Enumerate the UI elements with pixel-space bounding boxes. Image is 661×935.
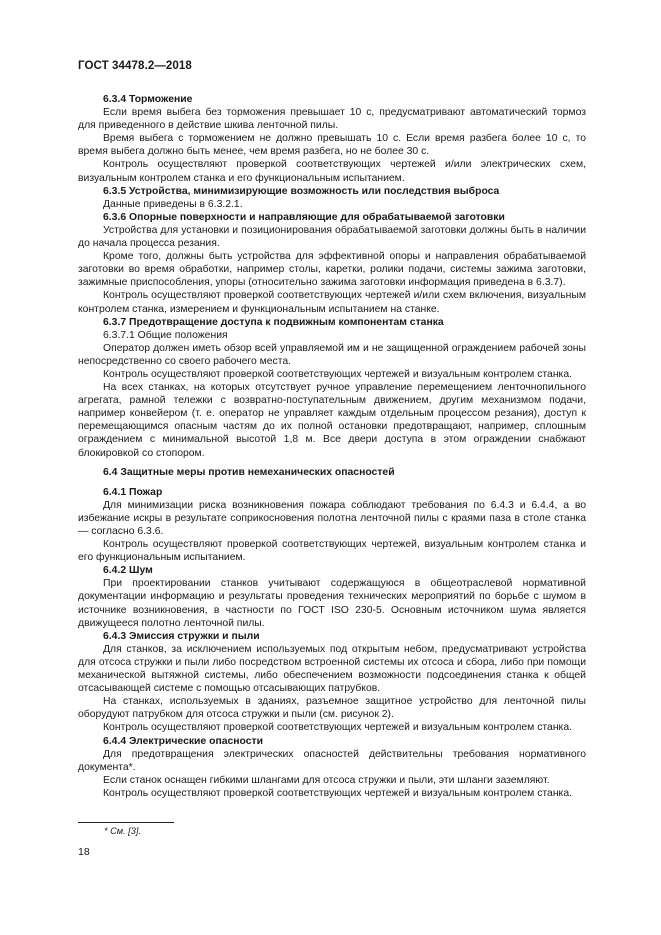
paragraph: Оператор должен иметь обзор всей управляемой им и не защищенной ограждением рабочей зоны непосредственно со своего рабочего места. xyxy=(78,342,586,367)
section-heading-6-4: 6.4 Защитные меры против немеханических опасностей xyxy=(103,466,395,478)
footnote: * См. [3]. xyxy=(104,826,141,836)
subheading-6-3-7-1: 6.3.7.1 Общие положения xyxy=(103,329,228,341)
document-body xyxy=(78,93,586,800)
heading-6-3-4: 6.3.4 Торможение xyxy=(103,94,193,105)
paragraph: На всех станках, на которых отсутствует ручное управление перемещением ленточнопильного агрегата, рамной тележки с возвратно-поступательным движением, другим механизмом подачи, например конвейером (т. е. оператор не управляет каждым отдельным процессом резания), доступ к перемещающимся опасным частям до их полной остановки предотвращают, например, сплошным ограждением с минимальной высотой 1,8 м. Все двери доступа в этом ограждении снабжают блокировкой со стопором. xyxy=(78,382,586,459)
heading-6-3-6: 6.3.6 Опорные поверхности и направляющие для обрабатываемой заготовки xyxy=(103,211,505,223)
paragraph: Если время выбега без торможения превышает 10 с, предусматривают автоматический тормоз для приведенного в действие шкива ленточной пилы. xyxy=(78,107,586,132)
paragraph: Контроль осуществляют проверкой соответствующих чертежей и визуальным контролем станка. xyxy=(103,368,572,380)
heading-6-4-3: 6.4.3 Эмиссия стружки и пыли xyxy=(103,630,260,642)
paragraph: Устройства для установки и позиционирования обрабатываемой заготовки должны быть в наличии до начала процесса резания. xyxy=(78,224,586,250)
heading-6-4-4: 6.4.4 Электрические опасности xyxy=(103,735,264,747)
paragraph: Контроль осуществляют проверкой соответствующих чертежей и/или электрических схем, визуальным контролем станка и его функциональным испытанием. xyxy=(78,159,586,184)
paragraph: Для предотвращения электрических опасностей действительны требования нормативного документа*. xyxy=(78,748,586,773)
footnote-divider xyxy=(78,822,174,823)
paragraph: Контроль осуществляют проверкой соответствующих чертежей и/или схем включения, визуальным контролем станка, измерением и функциональным испытанием на станке. xyxy=(78,290,586,315)
heading-6-4-1: 6.4.1 Пожар xyxy=(103,486,163,498)
paragraph: Контроль осуществляют проверкой соответствующих чертежей, визуальным контролем станка и его функциональным испытанием. xyxy=(78,539,586,564)
heading-6-3-5: 6.3.5 Устройства, минимизирующие возможность или последствия выброса xyxy=(103,185,500,197)
paragraph: Если станок оснащен гибкими шлангами для отсоса стружки и пыли, эти шланги заземляют. xyxy=(103,774,550,786)
paragraph: Кроме того, должны быть устройства для эффективной опоры и направления обрабатываемой заготовки во время обработки, например столы, каретки, ролики подачи, системы зажима заготовки, зажимные приспособления, упоры (относительно зажима заготовки информация приведена в 6.3.7). xyxy=(78,251,586,289)
paragraph: Данные приведены в 6.3.2.1. xyxy=(103,198,243,210)
heading-6-3-7: 6.3.7 Предотвращение доступа к подвижным компонентам станка xyxy=(103,316,444,328)
paragraph: Контроль осуществляют проверкой соответствующих чертежей и визуальным контролем станка. xyxy=(103,722,572,734)
paragraph: Контроль осуществляют проверкой соответствующих чертежей и визуальным контролем станка. xyxy=(103,787,572,799)
document-code-header: ГОСТ 34478.2—2018 xyxy=(78,60,192,72)
page-number: 18 xyxy=(78,846,90,858)
paragraph: На станках, используемых в зданиях, разъемное защитное устройство для ленточной пилы оборудуют патрубком для отсоса стружки и пыли (см. рисунок 2). xyxy=(78,696,586,721)
paragraph: При проектировании станков учитывают содержащуюся в общеотраслевой нормативной документации информацию и результаты проведения технических мероприятий по борьбе с шумом в источнике возникновения, в частности по ГОСТ ISO 230-5. Основным источником шума является движущееся полотно ленточной пилы. xyxy=(78,578,586,629)
paragraph: Для станков, за исключением используемых под открытым небом, предусматривают устройства для отсоса стружки и пыли либо посредством встроенной системы их отсоса и сбора, либо при помощи механической вытяжной системы, либо обеспечением возможности подсоединения станка к общей отсасывающей системе с помощью отсасывающих патрубков. xyxy=(78,643,586,695)
paragraph: Для минимизации риска возникновения пожара соблюдают требования по 6.4.3 и 6.4.4, а во избежание искры в результате соприкосновения полотна ленточной пилы с краями паза в столе станка — согласно 6.3.6. xyxy=(78,499,586,537)
heading-6-4-2: 6.4.2 Шум xyxy=(103,565,153,577)
paragraph: Время выбега с торможением не должно превышать 10 с. Если время разбега более 10 с, то время выбега должно быть менее, чем время разбега, но не более 30 с. xyxy=(78,133,586,158)
